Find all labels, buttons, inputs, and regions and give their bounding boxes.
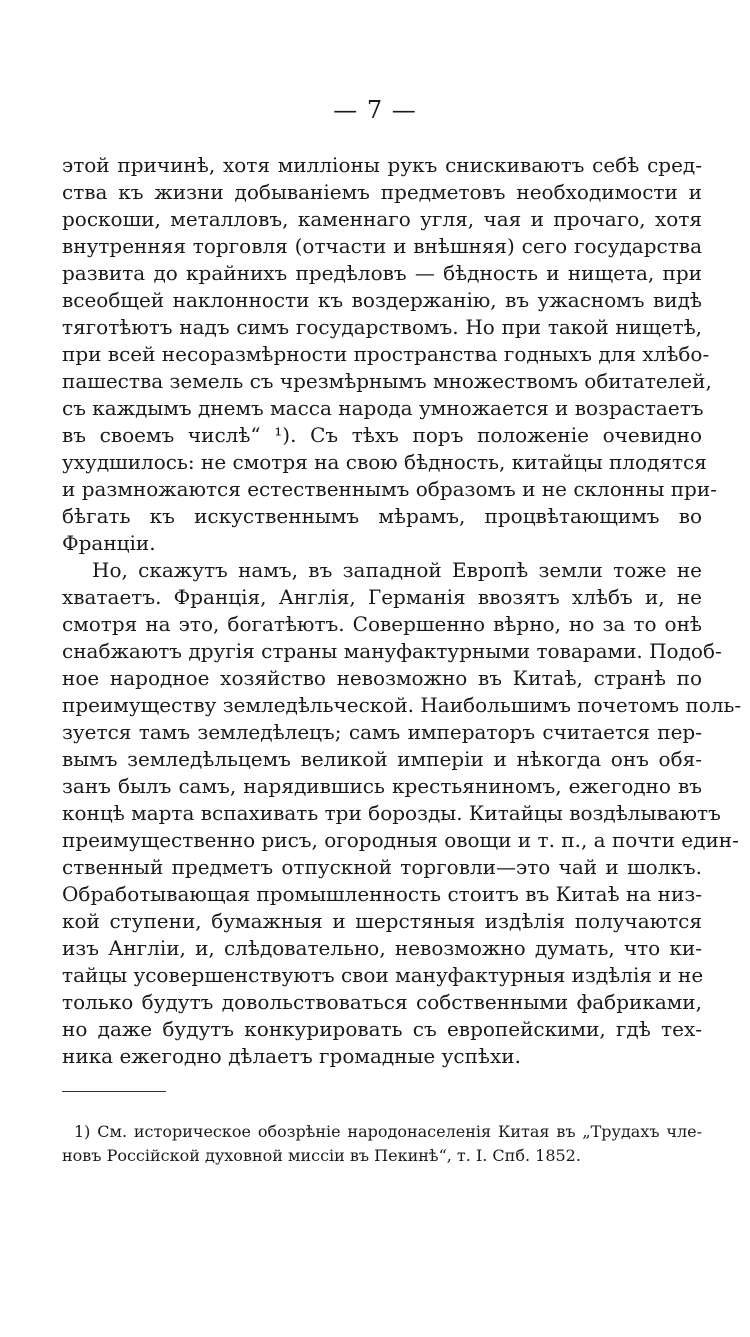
text-line: развита до крайнихъ предѣловъ — бѣдность и нищета, при: [62, 261, 702, 285]
text-line: Но, скажутъ намъ, въ западной Европѣ земли тоже не: [92, 558, 702, 582]
text-line: бѣгать къ искуственнымъ мѣрамъ, процвѣтающимъ во: [62, 504, 702, 528]
page-number: — 7 —: [333, 96, 417, 124]
text-line: пашества земель съ чрезмѣрнымъ множествомъ обитателей,: [62, 369, 712, 393]
text-line: ства къ жизни добываніемъ предметовъ необходимости и: [62, 180, 702, 204]
text-line: преимуществу земледѣльческой. Наибольшимъ почетомъ поль-: [62, 693, 742, 717]
footnote: [62, 1120, 702, 1168]
footnote-divider: [62, 1091, 166, 1092]
text-line: смотря на это, богатѣютъ. Совершенно вѣрно, но за то онѣ: [62, 612, 702, 636]
paragraph-1: [62, 152, 717, 557]
footnote-line: 1) См. историческое обозрѣніе народонаселенія Китая въ „Трудахъ чле-: [74, 1122, 702, 1141]
text-line: ное народное хозяйство невозможно въ Китаѣ, странѣ по: [62, 666, 702, 690]
text-line: съ каждымъ днемъ масса народа умножается и возрастаетъ: [62, 396, 704, 420]
text-line: концѣ марта вспахивать три борозды. Китайцы воздѣлываютъ: [62, 801, 721, 825]
text-line: при всей несоразмѣрности пространства годныхъ для хлѣбо-: [62, 342, 710, 366]
text-line: всеобщей наклонности къ воздержанію, въ ужасномъ видѣ: [62, 288, 702, 312]
text-line: Франціи.: [62, 531, 156, 555]
text-line: кой ступени, бумажныя и шерстяныя издѣлія получаются: [62, 909, 702, 933]
text-line: вымъ земледѣльцемъ великой имперіи и нѣкогда онъ обя-: [62, 747, 702, 771]
text-line: ственный предметъ отпускной торговли—это чай и шолкъ.: [62, 855, 702, 879]
text-line: изъ Англіи, и, слѣдовательно, невозможно думать, что ки-: [62, 936, 702, 960]
text-line: роскоши, металловъ, каменнаго угля, чая и прочаго, хотя: [62, 207, 702, 231]
text-line: и размножаются естественнымъ образомъ и не склонны при-: [62, 477, 717, 501]
text-line: зуется тамъ земледѣлецъ; самъ императоръ считается пер-: [62, 720, 702, 744]
text-line: но даже будутъ конкурировать съ европейскими, гдѣ тех-: [62, 1017, 702, 1041]
body-text: [62, 152, 742, 1070]
text-line: внутренняя торговля (отчасти и внѣшняя) сего государства: [62, 234, 702, 258]
text-line: ника ежегодно дѣлаетъ громадные успѣхи.: [62, 1044, 521, 1068]
text-line: этой причинѣ, хотя милліоны рукъ снискиваютъ себѣ сред-: [62, 153, 702, 177]
text-line: Обработывающая промышленность стоитъ въ Китаѣ на низ-: [62, 882, 702, 906]
text-line: преимущественно рисъ, огородныя овощи и т. п., а почти един-: [62, 828, 739, 852]
text-line: тайцы усовершенствуютъ свои мануфактурныя издѣлія и не: [62, 963, 704, 987]
text-line: ухудшилось: не смотря на свою бѣдность, китайцы плодятся: [62, 450, 707, 474]
text-line: въ своемъ числѣ“ ¹). Съ тѣхъ поръ положеніе очевидно: [62, 423, 702, 447]
text-line: только будутъ довольствоваться собственными фабриками,: [62, 990, 702, 1014]
text-line: хватаетъ. Франція, Англія, Германія ввозятъ хлѣбъ и, не: [62, 585, 702, 609]
footnote-line: новъ Россійской духовной миссіи въ Пекинѣ“, т. I. Спб. 1852.: [62, 1146, 581, 1165]
text-line: снабжаютъ другія страны мануфактурными товарами. Подоб-: [62, 639, 722, 663]
paragraph-2: [62, 557, 742, 1070]
text-line: занъ былъ самъ, нарядившись крестьяниномъ, ежегодно въ: [62, 774, 702, 798]
text-line: тяготѣютъ надъ симъ государствомъ. Но при такой нищетѣ,: [62, 315, 702, 339]
